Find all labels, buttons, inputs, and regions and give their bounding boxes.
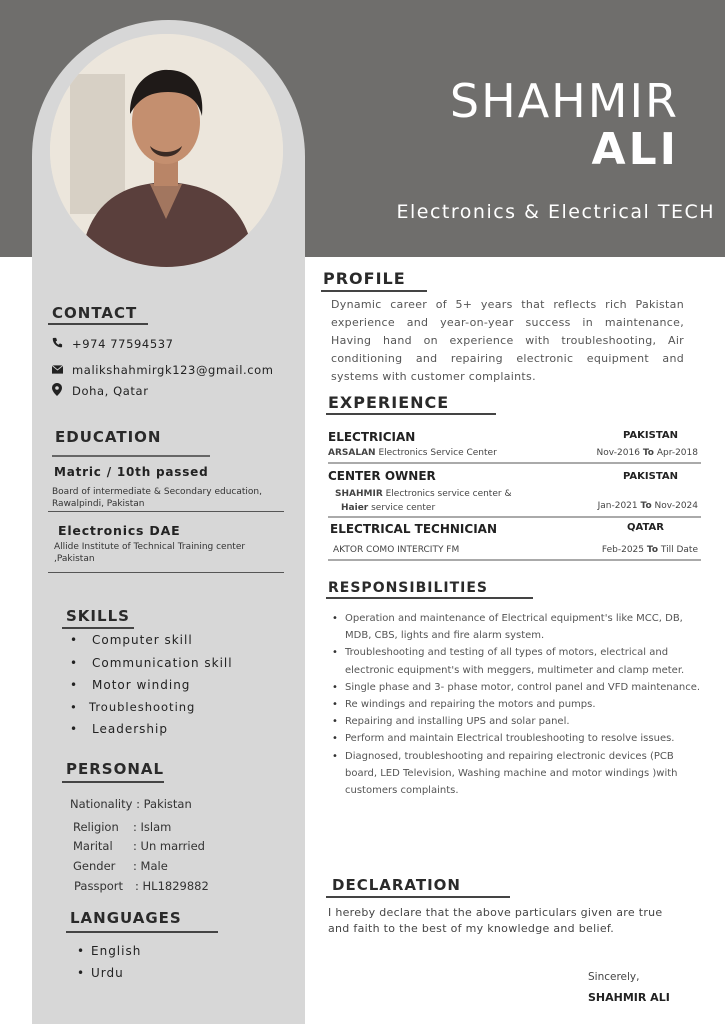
- experience-company-2b: [341, 503, 435, 513]
- list-item: • Troubleshooting and testing of all types of motors, electrical and electronic equipment's with meggers, multimeter and clamp meter.: [332, 644, 702, 678]
- declaration-underline: [326, 896, 510, 898]
- list-item: • Perform and maintain Electrical troubleshooting to resolve issues.: [332, 730, 702, 747]
- experience-country-2: PAKISTAN: [623, 471, 678, 482]
- responsibilities-list: [332, 610, 702, 799]
- personal-marital-label: Marital: [73, 839, 113, 853]
- experience-role-3: ELECTRICAL TECHNICIAN: [330, 522, 497, 536]
- contact-location-row: [52, 383, 149, 399]
- contact-title: CONTACT: [52, 304, 138, 322]
- closing-text: Sincerely,: [588, 971, 640, 983]
- contact-phone-row: [52, 337, 174, 351]
- list-item: • Single phase and 3- phase motor, control panel and VFD maintenance.: [332, 679, 702, 696]
- profile-photo: [50, 34, 283, 267]
- experience-date-1: Nov-2016 To Apr-2018: [596, 448, 698, 458]
- email-icon: [52, 363, 64, 377]
- experience-role-2: CENTER OWNER: [328, 469, 436, 483]
- experience-divider-3: [328, 559, 701, 561]
- responsibilities-title: RESPONSIBILITIES: [328, 580, 489, 596]
- contact-location: Doha, Qatar: [72, 384, 149, 398]
- last-name: ALI: [591, 124, 679, 175]
- skills-title: SKILLS: [66, 607, 130, 625]
- language-item: • Urdu: [77, 966, 124, 980]
- skills-underline: [62, 627, 134, 629]
- contact-email[interactable]: malikshahmirgk123@gmail.com: [72, 363, 274, 377]
- education-divider-2: [48, 572, 284, 573]
- languages-underline: [66, 931, 218, 933]
- experience-country-3: QATAR: [627, 522, 664, 533]
- personal-marital-value: : Un married: [133, 839, 205, 853]
- skill-item: • Computer skill: [70, 633, 193, 647]
- declaration-text: I hereby declare that the above particulars given are true and faith to the best of my knowledge and belief.: [328, 906, 663, 935]
- profile-text: Dynamic career of 5+ years that reflects rich Pakistan experience and year-on-year success in maintenance, Having hand on experience with troubleshooting, Air conditioning and repairing electronic equipment and systems with customer complaints.: [331, 298, 684, 383]
- location-pin-icon: [52, 383, 64, 399]
- education-underline: [52, 455, 210, 457]
- company-name-bold: SHAHMIR: [335, 489, 383, 499]
- company-name-rest: service center: [368, 503, 436, 513]
- experience-date-3: Feb-2025 To Till Date: [601, 545, 698, 555]
- experience-role-1: ELECTRICIAN: [328, 430, 416, 444]
- personal-passport-value: : HL1829882: [135, 879, 209, 893]
- skill-item: • Motor winding: [70, 678, 190, 692]
- experience-title: EXPERIENCE: [328, 393, 450, 412]
- experience-date-2: Jan-2021 To Nov-2024: [597, 501, 698, 511]
- company-name-rest: Electronics service center &: [382, 489, 512, 499]
- personal-nationality: Nationality : Pakistan: [70, 797, 192, 811]
- experience-company-2: [335, 489, 511, 499]
- languages-title: LANGUAGES: [70, 909, 182, 927]
- first-name: SHAHMIR: [449, 74, 679, 128]
- skill-item: • Leadership: [70, 722, 168, 736]
- experience-company-1: [328, 448, 497, 458]
- experience-divider-2: [328, 516, 701, 518]
- skill-item: • Communication skill: [70, 656, 233, 670]
- language-item: • English: [77, 944, 141, 958]
- education-title: EDUCATION: [55, 428, 162, 446]
- experience-underline: [326, 413, 496, 415]
- profile-underline: [321, 290, 427, 292]
- list-item: • Operation and maintenance of Electrical equipment's like MCC, DB, MDB, CBS, lights and fire alarm system.: [332, 610, 702, 644]
- personal-passport-label: Passport: [74, 879, 124, 893]
- education-degree-2: Electronics DAE: [58, 523, 181, 538]
- company-name-rest: Electronics Service Center: [375, 448, 497, 458]
- personal-title: PERSONAL: [66, 760, 165, 778]
- experience-divider-1: [328, 462, 701, 464]
- education-divider-1: [48, 511, 284, 512]
- personal-gender-label: Gender: [73, 859, 116, 873]
- education-institute-1: Board of intermediate & Secondary education, Rawalpindi, Pakistan: [52, 487, 262, 509]
- declaration-title: DECLARATION: [332, 876, 461, 894]
- personal-religion-label: Religion: [73, 820, 119, 834]
- company-name-bold: ARSALAN: [328, 448, 376, 458]
- experience-country-1: PAKISTAN: [623, 430, 678, 441]
- list-item: • Diagnosed, troubleshooting and repairing electronic devices (PCB board, LED Television, Washing machine and motor windings )with customers complaints.: [332, 748, 702, 800]
- phone-icon: [52, 337, 64, 351]
- experience-company-3: AKTOR COMO INTERCITY FM: [333, 545, 460, 555]
- education-institute-2: Allide Institute of Technical Training center ,Pakistan: [54, 542, 246, 564]
- person-portrait-icon: [50, 34, 283, 267]
- contact-underline: [48, 323, 148, 325]
- list-item: • Re windings and repairing the motors and pumps.: [332, 696, 702, 713]
- contact-email-row: [52, 363, 274, 377]
- education-degree-1: Matric / 10th passed: [54, 465, 209, 479]
- company-name-bold: Haier: [341, 503, 369, 513]
- list-item: • Repairing and installing UPS and solar panel.: [332, 713, 702, 730]
- profile-title: PROFILE: [323, 269, 406, 288]
- skill-item: • Troubleshooting: [70, 700, 195, 714]
- personal-underline: [62, 781, 164, 783]
- personal-gender-value: : Male: [133, 859, 168, 873]
- personal-religion-value: : Islam: [133, 820, 172, 834]
- signature-name: SHAHMIR ALI: [588, 991, 670, 1004]
- job-title: Electronics & Electrical TECH: [396, 201, 715, 223]
- responsibilities-underline: [326, 597, 533, 599]
- contact-phone[interactable]: +974 77594537: [72, 337, 174, 351]
